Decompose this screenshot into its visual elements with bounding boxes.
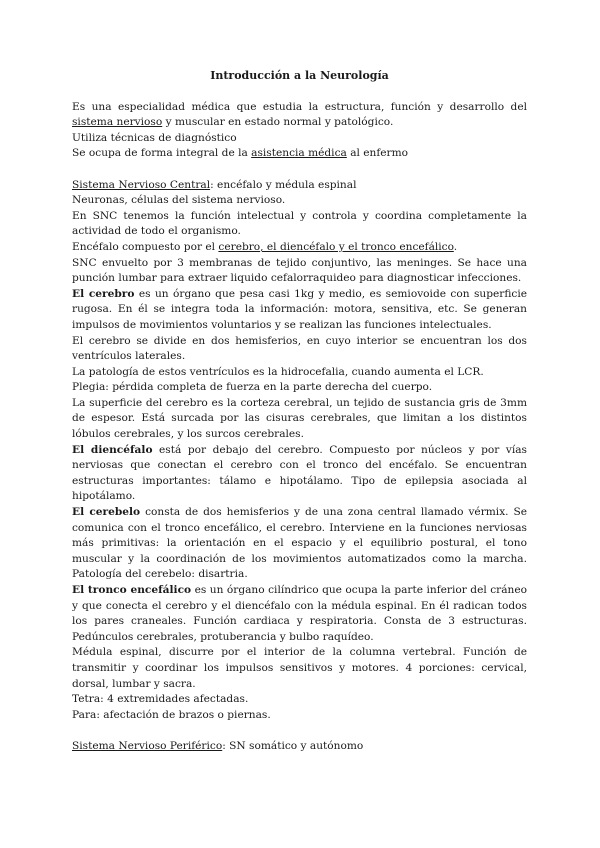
snp-heading: Sistema Nervioso Periférico — [72, 739, 223, 752]
document-page — [72, 68, 527, 755]
intro-paragraph-3 — [72, 146, 527, 162]
hidrocefalia-line: La patología de estos ventrículos es la hidrocefalia, cuando aumenta el LCR. — [72, 365, 484, 378]
asistencia-medica-term: asistencia médica — [251, 147, 347, 160]
spacer — [72, 723, 527, 739]
cerebelo-paragraph — [72, 505, 527, 583]
medula-paragraph: Médula espinal, discurre por el interior de la columna vertebral. Función de transmitir y coordinar los impulsos sensitivos y motores. 4 porciones: cervical, dorsal, lumbar y sacra. — [72, 646, 527, 690]
encefalo-parts-term: cerebro, el diencéfalo y el tronco encefálico — [218, 240, 454, 253]
snp-heading-line — [72, 739, 527, 755]
corteza-paragraph: La superficie del cerebro es la corteza cerebral, un tejido de sustancia gris de 3mm de espesor. Está surcada por las cisuras cerebrales, que limitan a los distintos lóbulos cerebrales, y los surcos cerebrales. — [72, 396, 527, 441]
diencefalo-paragraph — [72, 443, 527, 505]
diencefalo-term: El diencéfalo — [72, 443, 153, 456]
snc-text: Encéfalo compuesto por el — [72, 240, 219, 253]
snc-line-meninges: SNC envuelto por 3 membranas de tejido conjuntivo, las meninges. Se hace una punción lumbar para extraer liquido cefalorraquideo para diagnosticar infecciones. — [72, 256, 527, 285]
tetra-line: Tetra: 4 extremidades afectadas. — [72, 693, 249, 706]
hemisferios-paragraph: El cerebro se divide en dos hemisferios, en cuyo interior se encuentran los dos ventrículos laterales. — [72, 334, 527, 363]
cerebelo-term: El cerebelo — [72, 506, 141, 519]
cerebro-text: es un órgano que pesa casi 1kg y medio, es semiovoide con superficie rugosa. En él se integra toda la información: motora, sensitiva, etc. Se generan impulsos de movimientos voluntarios y se realizan las funciones intelectuales. — [72, 287, 527, 331]
intro-text: Es una especialidad médica que estudia la estructura, función y desarrollo del — [72, 100, 527, 113]
sistema-nervioso-term: sistema nervioso — [72, 116, 163, 129]
document-title: Introducción a la Neurología — [210, 69, 389, 82]
tronco-paragraph — [72, 583, 527, 645]
spacer — [72, 162, 527, 178]
snc-heading-rest: : encéfalo y médula espinal — [210, 178, 357, 191]
snc-line-encefalo — [72, 240, 527, 256]
cerebro-paragraph — [72, 287, 527, 334]
snp-heading-rest: : SN somático y autónomo — [222, 739, 364, 752]
tronco-term: El tronco encefálico — [72, 584, 192, 596]
diencefalo-text: está por debajo del cerebro. Compuesto por núcleos y por vías nerviosas que conectan el cerebro con el tronco del encéfalo. Se encuentran estructuras importantes: tálamo e hipotálamo. Tipo de epilepsia asociada al hipotálamo. — [72, 443, 527, 503]
snc-text-end: . — [453, 240, 458, 253]
intro-text-end: al enfermo — [346, 147, 409, 160]
snc-heading: Sistema Nervioso Central — [72, 178, 211, 191]
snc-line-neuronas: Neuronas, células del sistema nervioso. — [72, 194, 286, 207]
intro-text: Se ocupa de forma integral de la — [72, 147, 252, 160]
intro-paragraph-1 — [72, 100, 527, 131]
snc-heading-line — [72, 178, 527, 194]
intro-paragraph-2: Utiliza técnicas de diagnóstico — [72, 131, 237, 144]
tronco-text: es un órgano cilíndrico que ocupa la parte inferior del cráneo y que conecta el cerebro y el diencéfalo con la médula espinal. En él radican todos los pares craneales. Función cardiaca y respiratoria. Consta de 3 estructuras. Pedúnculos cerebrales, protuberancia y bulbo raquídeo. — [72, 584, 527, 643]
cerebro-term: El cerebro — [72, 287, 135, 300]
intro-text-end: y muscular en estado normal y patológico. — [162, 116, 394, 129]
plegia-line: Plegia: pérdida completa de fuerza en la parte derecha del cuerpo. — [72, 381, 433, 394]
para-line: Para: afectación de brazos o piernas. — [72, 708, 271, 721]
cerebelo-text: consta de dos hemisferios y de una zona central llamado vérmix. Se comunica con el tronco encefálico, el cerebro. Interviene en la funciones nerviosas más primitivas: la orientación en el espacio y el equilibrio postural, el tono muscular y la coordinación de los movimientos automatizados como la marcha. Patología del cerebelo: disartria. — [72, 506, 528, 581]
snc-line-funcion: En SNC tenemos la función intelectual y controla y coordina completamente la actividad de todo el organismo. — [72, 209, 527, 238]
